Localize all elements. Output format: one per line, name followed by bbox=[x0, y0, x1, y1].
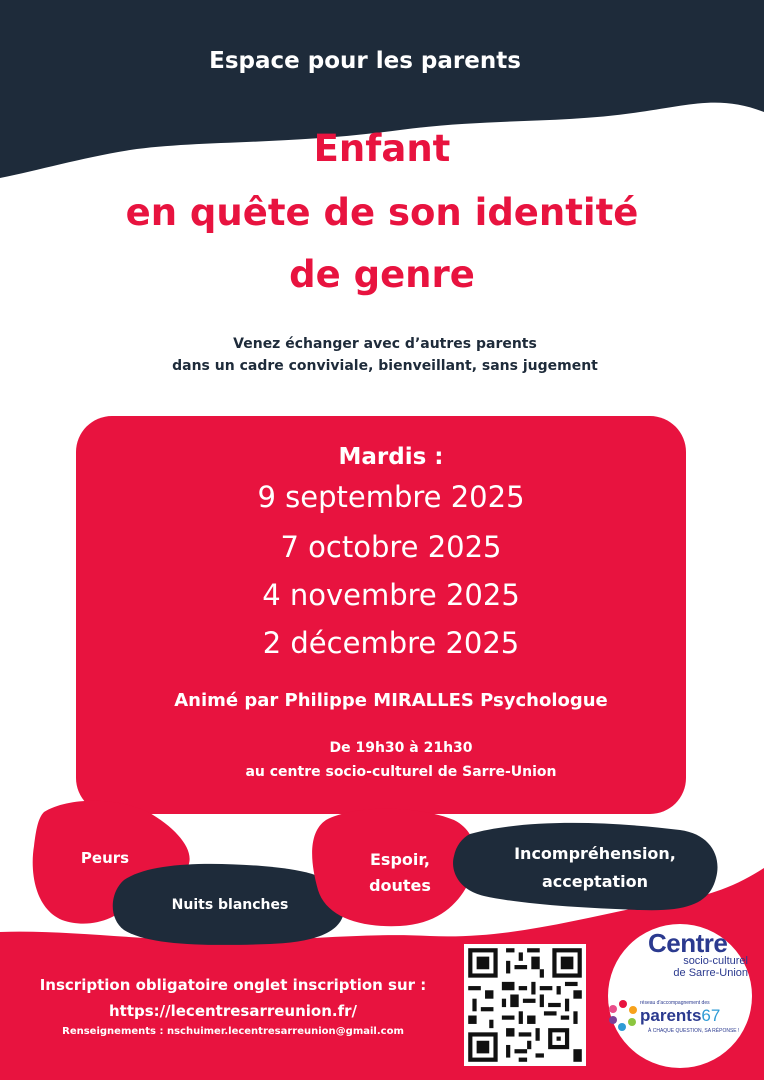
bubble-espoir-line2: doutes bbox=[369, 876, 431, 895]
date-2: 7 octobre 2025 bbox=[280, 530, 502, 564]
blob-incomp bbox=[453, 823, 717, 910]
centre-logo-sub2: de Sarre-Union bbox=[673, 966, 748, 979]
time-text: De 19h30 à 21h30 bbox=[329, 740, 473, 756]
parents-tagline: À CHAQUE QUESTION, SA RÉPONSE ! bbox=[648, 1028, 740, 1034]
bubble-peurs: Peurs bbox=[80, 849, 130, 867]
parents-word: parents bbox=[640, 1006, 702, 1025]
parents-network-label: réseau d'accompagnement des bbox=[640, 1000, 710, 1006]
parents67-icon bbox=[606, 998, 640, 1032]
footer-contact[interactable]: Renseignements : nschuimer.lecentresarreunion@gmail.com bbox=[62, 1026, 404, 1037]
date-3: 4 novembre 2025 bbox=[262, 578, 520, 612]
bubble-incomp-line1: Incompréhension, bbox=[514, 844, 676, 863]
centre-logo-subtitle bbox=[668, 956, 748, 979]
title-line-3: de genre bbox=[289, 253, 475, 296]
title-line-1: Enfant bbox=[313, 127, 451, 170]
centre-logo-sub1: socio-culturel bbox=[683, 955, 748, 967]
centre-logo-text: Centre bbox=[648, 928, 728, 958]
footer-url[interactable]: https://lecentresarreunion.fr/ bbox=[108, 1002, 358, 1020]
bubble-espoir-line1: Espoir, bbox=[370, 850, 430, 869]
bubble-nuits: Nuits blanches bbox=[171, 897, 289, 913]
parents-number: 67 bbox=[701, 1006, 721, 1025]
place-text: au centre socio-culturel de Sarre-Union bbox=[245, 764, 557, 780]
subtitle-line-1: Venez échanger avec d’autres parents bbox=[233, 336, 537, 352]
footer-inscription: Inscription obligatoire onglet inscription sur : bbox=[39, 976, 427, 994]
qr-code-graphic bbox=[464, 944, 586, 1066]
qr-code[interactable] bbox=[464, 944, 586, 1066]
subtitle-line-2: dans un cadre conviviale, bienveillant, sans jugement bbox=[172, 358, 598, 374]
animator-text: Animé par Philippe MIRALLES Psychologue bbox=[174, 690, 608, 711]
date-1: 9 septembre 2025 bbox=[257, 480, 525, 514]
parents-logo-text bbox=[640, 1006, 720, 1026]
header-title: Espace pour les parents bbox=[209, 48, 521, 74]
bubble-incomp-line2: acceptation bbox=[541, 872, 649, 891]
date-4: 2 décembre 2025 bbox=[262, 626, 520, 660]
title-line-2: en quête de son identité bbox=[125, 191, 639, 234]
schedule-label: Mardis : bbox=[338, 444, 444, 470]
